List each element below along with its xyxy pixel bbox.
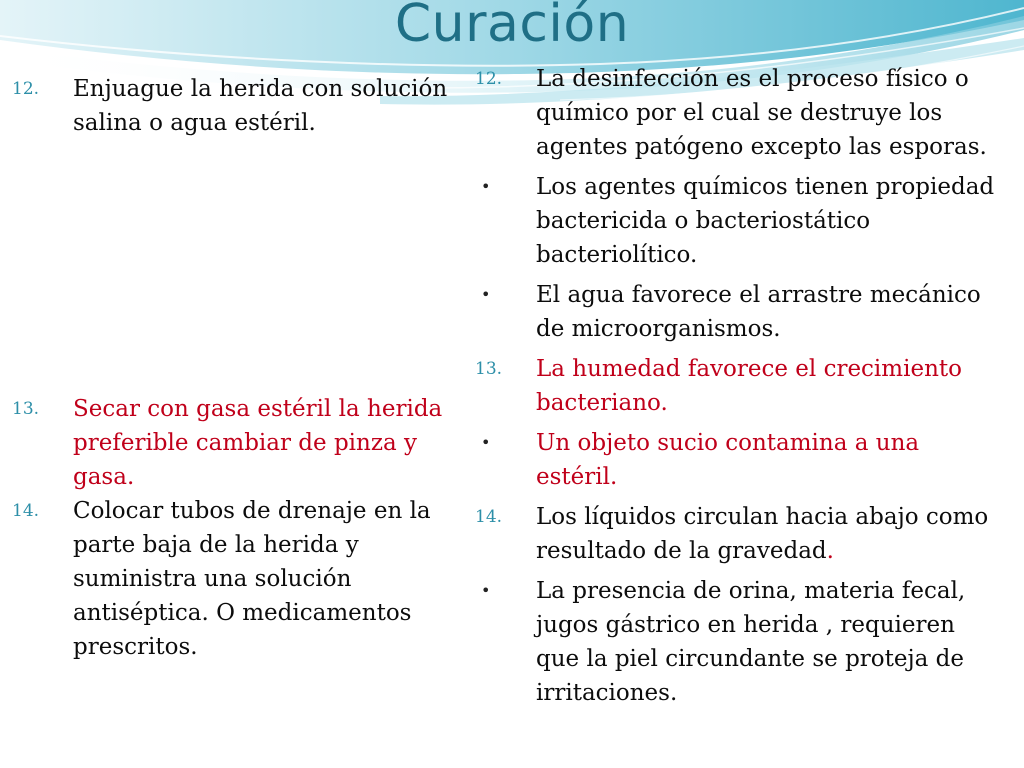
list-number: 14. [12, 501, 40, 521]
list-item-text: Colocar tubos de drenaje en la parte baja de la herida y suministra una solución antiséptica. O medicamentos prescritos. [73, 498, 431, 660]
list-item-text: Los líquidos circulan hacia abajo como resultado de la gravedad [536, 504, 989, 564]
list-number: 13. [12, 399, 40, 419]
list-item [475, 170, 1005, 272]
list-item-text: Secar con gasa estéril la herida preferible cambiar de pinza y gasa. [73, 396, 443, 490]
list-item [475, 574, 1005, 710]
left-column-list [12, 72, 462, 664]
list-number: 14. [475, 507, 503, 527]
list-number: 12. [12, 79, 40, 99]
list-item [475, 352, 1005, 420]
list-item [475, 500, 1005, 568]
bullet-icon: • [481, 433, 491, 452]
list-item [475, 278, 1005, 346]
list-number: 12. [475, 69, 503, 89]
bullet-icon: • [481, 581, 491, 600]
list-item [475, 426, 1005, 494]
list-item-text: La presencia de orina, materia fecal, jugos gástrico en herida , requieren que la piel circundante se proteja de irritaciones. [536, 578, 966, 706]
bullet-icon: • [481, 177, 491, 196]
list-item [12, 392, 462, 494]
slide-title: Curación [394, 0, 630, 54]
list-item-suffix: . [826, 538, 834, 564]
list-item-text: La desinfección es el proceso físico o químico por el cual se destruye los agentes patógeno excepto las esporas. [536, 66, 987, 160]
list-item-text: Un objeto sucio contamina a una estéril. [536, 430, 920, 490]
list-item [12, 72, 462, 140]
list-item [12, 494, 462, 664]
list-item [475, 62, 1005, 164]
list-item-text: La humedad favorece el crecimiento bacteriano. [536, 356, 962, 416]
list-number: 13. [475, 359, 503, 379]
list-item-text: El agua favorece el arrastre mecánico de microorganismos. [536, 282, 981, 342]
right-column-list [475, 62, 1005, 710]
list-item-text: Los agentes químicos tienen propiedad bactericida o bacteriostático bacteriolítico. [536, 174, 995, 268]
list-item-text: Enjuague la herida con solución salina o agua estéril. [73, 76, 448, 136]
bullet-icon: • [481, 285, 491, 304]
